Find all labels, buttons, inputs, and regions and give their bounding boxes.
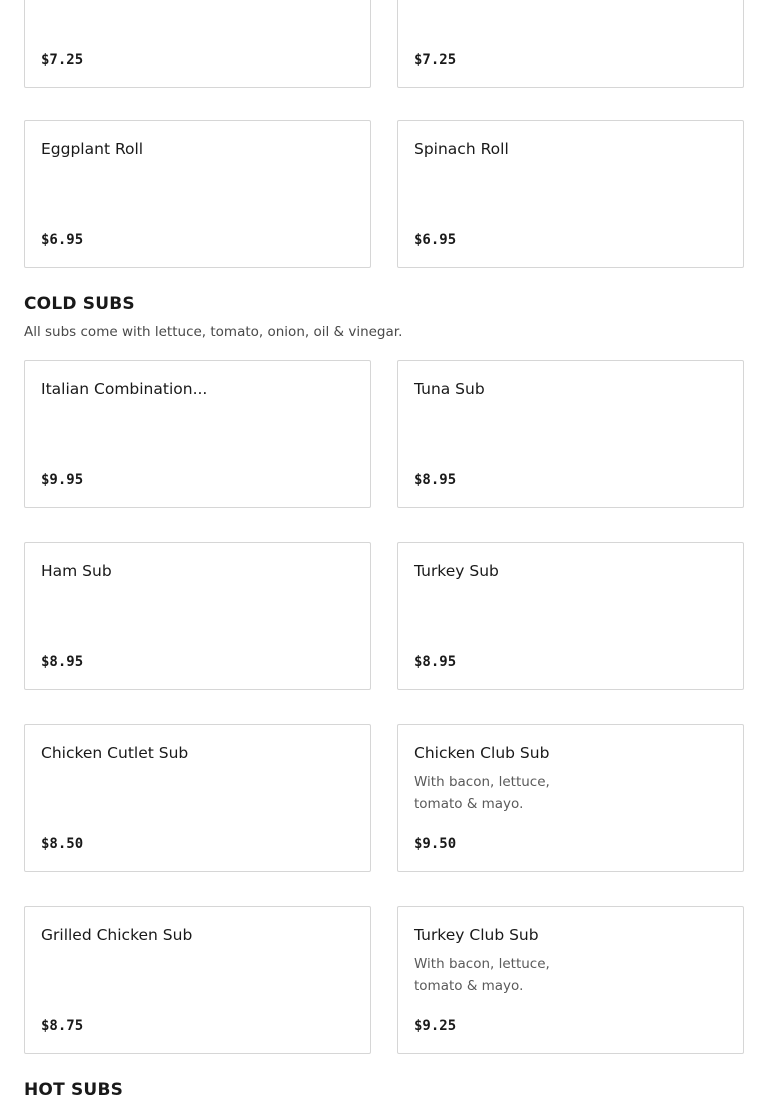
menu-item-card[interactable] — [24, 906, 371, 1054]
item-price: $8.95 — [414, 654, 457, 670]
item-description: With bacon, lettuce, tomato & mayo. — [414, 774, 550, 812]
item-price: $6.95 — [41, 232, 84, 248]
item-price: $8.95 — [414, 472, 457, 488]
item-price: $7.25 — [414, 52, 457, 68]
item-price: $9.25 — [414, 1018, 457, 1034]
item-name: Eggplant Roll — [41, 140, 144, 158]
item-price: $8.95 — [41, 654, 84, 670]
menu-item-card[interactable] — [397, 542, 744, 690]
menu-item-card[interactable] — [24, 360, 371, 508]
section-title-cold-subs: COLD SUBS — [24, 294, 135, 314]
item-price: $8.50 — [41, 836, 84, 852]
item-name: Turkey Sub — [414, 562, 499, 580]
menu-item-card[interactable] — [24, 120, 371, 268]
item-name: Spinach Roll — [414, 140, 509, 158]
item-name: Italian Combination... — [41, 380, 208, 398]
item-name: Chicken Cutlet Sub — [41, 744, 189, 762]
item-name: Grilled Chicken Sub — [41, 926, 193, 944]
item-price: $7.25 — [41, 52, 84, 68]
menu-item-card[interactable] — [397, 360, 744, 508]
item-name: Ham Sub — [41, 562, 112, 580]
menu-item-card[interactable] — [397, 724, 744, 872]
item-price: $8.75 — [41, 1018, 84, 1034]
menu-item-card[interactable] — [397, 0, 744, 88]
item-name: Tuna Sub — [414, 380, 485, 398]
menu-item-card[interactable] — [397, 906, 744, 1054]
item-price: $9.95 — [41, 472, 84, 488]
item-name: Turkey Club Sub — [414, 926, 539, 944]
item-name: Chicken Club Sub — [414, 744, 550, 762]
item-description: With bacon, lettuce, tomato & mayo. — [414, 956, 550, 994]
menu-item-card[interactable] — [397, 120, 744, 268]
menu-item-card[interactable] — [24, 0, 371, 88]
item-price: $6.95 — [414, 232, 457, 248]
menu-item-card[interactable] — [24, 542, 371, 690]
item-price: $9.50 — [414, 836, 457, 852]
menu-item-card[interactable] — [24, 724, 371, 872]
section-title-hot-subs: HOT SUBS — [24, 1080, 124, 1100]
section-description: All subs come with lettuce, tomato, onion, oil & vinegar. — [24, 324, 403, 340]
